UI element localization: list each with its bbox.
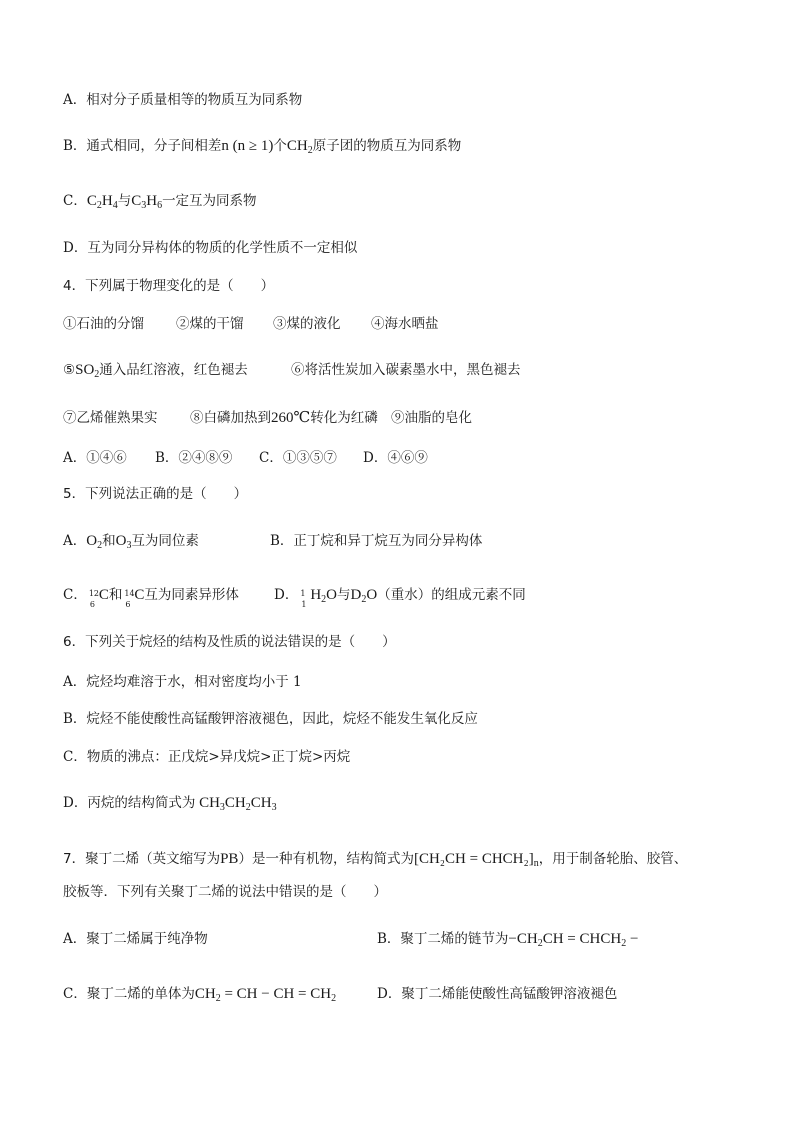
q6-option-a: A．烷烃均难溶于水，相对密度均小于 1 (63, 674, 302, 690)
q4-item-1: ①石油的分馏 (63, 316, 144, 332)
q5-c12-isotope-label: 12 6 (88, 588, 100, 609)
q3-option-d: D．互为同分异构体的物质的化学性质不一定相似 (63, 240, 358, 256)
q4-option-b: B．②④⑧⑨ (155, 450, 233, 466)
q7-polybutadiene-formula: $[CH_2CH = CHCH_2]_n$ (413, 851, 539, 869)
q5-options-ab (63, 532, 483, 551)
q4-item-3: ③煤的液化 (273, 316, 341, 332)
q6-option-c: C．物质的沸点：正戊烷>异戊烷>正丁烷>丙烷 (63, 749, 351, 765)
q7-option-b: B．聚丁二烯的链节为$-CH_2CH$ = $CHCH_2$ − (377, 931, 639, 949)
q3-option-b: B．通式相同，分子间相差n (n ≥ 1)个$CH_2$原子团的物质互为同系物 (63, 138, 462, 156)
q7-option-d: D．聚丁二烯能使酸性高锰酸钾溶液褪色 (377, 986, 618, 1002)
q7-option-c: C．聚丁二烯的单体为$CH_2$ = CH − CH = $CH_2$ (63, 986, 337, 1004)
q6-option-d: D．丙烷的结构简式为 $CH_3CH_2CH_3$ (63, 795, 277, 813)
q7-monomer-formula: $CH_2$ = CH − CH = $CH_2$ (194, 986, 337, 1004)
q4-option-a: A．①④⑥ (63, 450, 127, 466)
q7-stem-line1: 7．聚丁二烯（英文缩写为PB）是一种有机物，结构简式为$[CH_2CH = CHCH_2]_n$，用于制备轮胎、胶管、 (63, 851, 688, 869)
q4-item-9: ⑨油脂的皂化 (391, 410, 472, 426)
q5-option-b: B．正丁烷和异丁烷互为同分异构体 (270, 533, 483, 549)
q7-options-ab (63, 930, 639, 949)
q4-stem: 4．下列属于物理变化的是（ ） (63, 278, 275, 294)
q4-items-row2 (63, 361, 521, 380)
q4-so2-formula: $SO_2$ (75, 362, 100, 380)
q7-stem-line2: 胶板等．下列有关聚丁二烯的说法中错误的是（ ） (63, 884, 387, 900)
q3-option-c: C．$C_2H_4$与$C_3H_6$一定互为同系物 (63, 193, 257, 211)
q5-o3-formula: $O_3$ (115, 533, 132, 551)
q3-b-n-range: n (n ≥ 1) (221, 138, 274, 154)
q5-options-cd (63, 586, 526, 609)
q5-option-c: C． 12 6 C和 14 6 C互为同素异形体 (63, 587, 239, 609)
q4-items-row3 (63, 409, 472, 427)
q4-item-7: ⑦乙烯催熟果实 (63, 410, 158, 426)
q5-stem: 5．下列说法正确的是（ ） (63, 486, 248, 502)
q6-stem: 6．下列关于烷烃的结构及性质的说法错误的是（ ） (63, 634, 396, 650)
q4-item-6: ⑥将活性炭加入碳素墨水中，黑色褪去 (291, 362, 521, 378)
q6-option-b: B．烷烃不能使酸性高锰酸钾溶液褪色，因此，烷烃不能发生氧化反应 (63, 711, 478, 727)
q7-options-cd (63, 985, 618, 1004)
q5-h1-isotope-label: 1 1 (300, 588, 307, 609)
q3-b-ch2-formula: $CH_2$ (286, 138, 313, 156)
q4-option-c: C．①③⑤⑦ (259, 450, 337, 466)
q5-d2o-formula: $D_2O$ (350, 587, 378, 605)
q4-item-4: ④海水晒盐 (371, 316, 439, 332)
q4-item-5: $⑤SO_2$通入品红溶液，红色褪去 (63, 362, 248, 380)
q4-option-d: D．④⑥⑨ (363, 450, 428, 466)
q7-chain-unit-formula: $-CH_2CH$ = $CHCH_2$ − (508, 931, 639, 949)
q3-c-ethylene-formula: $C_2H_4$ (86, 193, 118, 211)
q5-option-d: D． 1 1 $H_2O$与$D_2O$（重水）的组成元素不同 (274, 587, 526, 609)
q5-option-a: A．$O_2$和$O_3$互为同位素 (63, 533, 199, 551)
q7-option-a: A．聚丁二烯属于纯净物 (63, 931, 208, 947)
q3-c-propylene-formula: $C_3H_6$ (131, 193, 163, 211)
q4-item-2: ②煤的干馏 (176, 316, 244, 332)
q6-propane-formula: $CH_3CH_2CH_3$ (195, 795, 277, 813)
q5-c14-isotope-label: 14 6 (124, 588, 135, 609)
q3-option-a: A．相对分子质量相等的物质互为同系物 (63, 92, 303, 108)
q4-item-8: ⑧白磷加热到260℃转化为红磷 (190, 410, 378, 426)
q5-o2-formula: $O_2$ (86, 533, 103, 551)
